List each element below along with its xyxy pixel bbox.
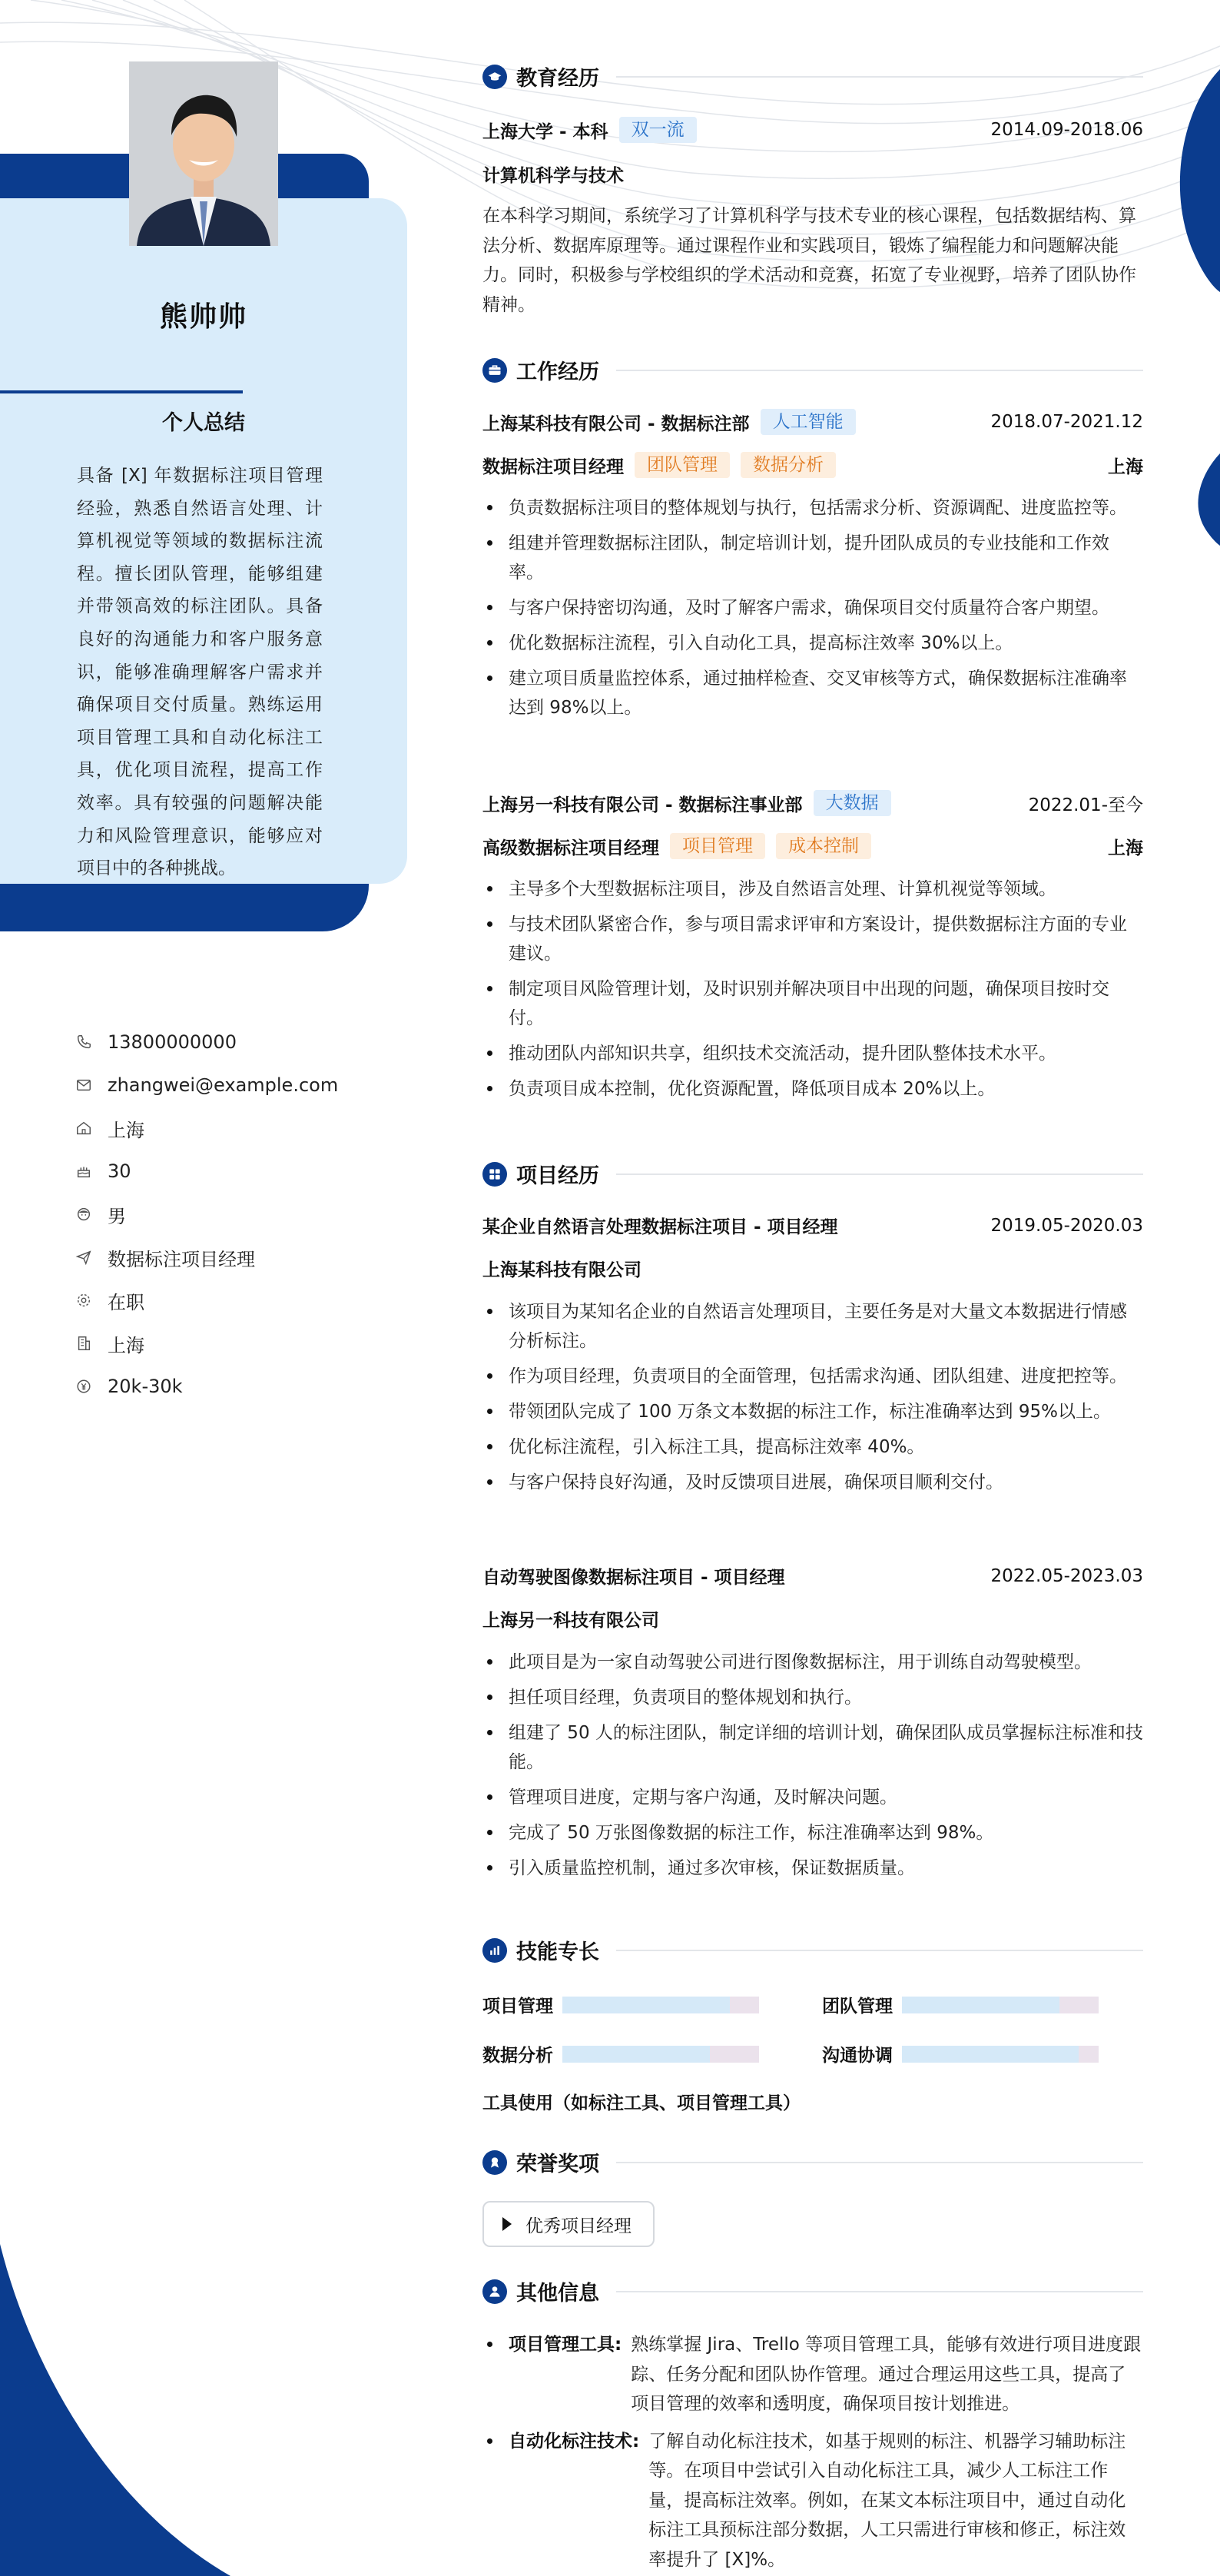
chart-icon <box>482 1938 507 1963</box>
salary-icon <box>75 1378 92 1395</box>
skill-bar-fill <box>902 1997 1059 2013</box>
company-name: 上海另一科技有限公司 - 数据标注事业部 <box>482 795 803 815</box>
section-other-header <box>482 2276 1143 2306</box>
contact-value: 男 <box>108 1205 126 1227</box>
list-item: 优化标注流程，引入标注工具，提高标注效率 40%。 <box>482 1432 1143 1462</box>
section-divider <box>616 2162 1143 2163</box>
contact-home <box>75 1107 398 1150</box>
skill-tag: 成本控制 <box>776 833 871 859</box>
project-date: 2019.05-2020.03 <box>990 1215 1143 1236</box>
school-tag: 双一流 <box>619 117 697 143</box>
skill-item <box>822 2041 1099 2066</box>
age-icon <box>75 1163 92 1180</box>
list-item: 与客户保持密切沟通，及时了解客户需求，确保项目交付质量符合客户期望。 <box>482 593 1143 622</box>
other-info-list <box>482 2330 1143 2576</box>
contact-value: 20k-30k <box>108 1376 183 1397</box>
project-company-row <box>482 1606 1143 1632</box>
person-name: 熊帅帅 <box>159 301 247 333</box>
list-item: 组建了 50 人的标注团队，制定详细的培训计划，确保团队成员掌握标注标准和技能。 <box>482 1718 1143 1777</box>
list-item: 主导多个大型数据标注项目，涉及自然语言处理、计算机视觉等领域。 <box>482 875 1143 904</box>
project-company: 上海另一科技有限公司 <box>482 1611 659 1631</box>
project-header-row <box>482 1213 1143 1238</box>
contact-status <box>75 1279 398 1322</box>
list-item: 作为项目经理，负责项目的全面管理，包括需求沟通、团队组建、进度把控等。 <box>482 1362 1143 1391</box>
section-divider <box>616 1173 1143 1175</box>
status-icon <box>75 1292 92 1309</box>
contact-value: 30 <box>108 1160 131 1182</box>
skill-tag: 数据分析 <box>741 452 836 478</box>
skill-bar-fill <box>902 2046 1079 2063</box>
award-name: 优秀项目经理 <box>525 2216 632 2236</box>
contact-phone <box>75 1021 398 1064</box>
list-item: 该项目为某知名企业的自然语言处理项目，主要任务是对大量文本数据进行情感分析标注。 <box>482 1297 1143 1356</box>
award-badge <box>482 2201 655 2247</box>
building-icon <box>75 1335 92 1352</box>
job-date: 2022.01-至今 <box>1028 795 1143 815</box>
play-triangle-icon <box>502 2217 512 2231</box>
project-bullet-list <box>482 1297 1143 1503</box>
section-title: 荣誉奖项 <box>516 2153 599 2176</box>
skill-item <box>822 1992 1099 2017</box>
project-name: 自动驾驶图像数据标注项目 - 项目经理 <box>482 1568 785 1588</box>
section-title: 工作经历 <box>516 360 599 384</box>
education-description: 在本科学习期间，系统学习了计算机科学与技术专业的核心课程，包括数据结构、算法分析、数据库原理等。通过课程作业和实践项目，锻炼了编程能力和问题解决能力。同时，积极参与学校组织的学术活动和竞赛，拓宽了专业视野，培养了团队协作精神。 <box>482 206 1136 315</box>
skill-item <box>482 2041 759 2066</box>
graduation-cap-icon <box>482 65 507 89</box>
home-icon <box>75 1120 92 1137</box>
contact-value: 数据标注项目经理 <box>108 1248 255 1270</box>
contact-value: 13800000000 <box>108 1031 237 1053</box>
other-text: 熟练掌握 Jira、Trello 等项目管理工具，能够有效进行项目进度跟踪、任务分配和团队协作管理。通过合理运用这些工具，提高了项目管理的效率和透明度，确保项目按计划推进。 <box>631 2335 1142 2414</box>
list-item: 完成了 50 万张图像数据的标注工作，标注准确率达到 98%。 <box>482 1818 1143 1847</box>
section-title: 教育经历 <box>516 67 599 91</box>
contact-email <box>75 1064 398 1107</box>
other-text: 了解自动化标注技术，如基于规则的标注、机器学习辅助标注等。在项目中尝试引入自动化标注工具，减少人工标注工作量，提高标注效率。例如，在某文本标注项目中，通过自动化标注工具预标注部分数据，人工只需进行审核和修正，标注效率提升了 [X]%。 <box>648 2431 1126 2570</box>
list-item: 负责项目成本控制，优化资源配置，降低项目成本 20%以上。 <box>482 1074 1143 1104</box>
section-title: 其他信息 <box>516 2282 599 2305</box>
job-city: 上海 <box>1108 838 1143 858</box>
avatar <box>129 61 278 246</box>
other-label: 自动化标注技术: <box>509 2431 640 2452</box>
contact-value: 上海 <box>108 1119 144 1141</box>
summary-text: 具备 [X] 年数据标注项目管理经验，熟悉自然语言处理、计算机视觉等领域的数据标注流程。擅长团队管理，能够组建并带领高效的标注团队。具备良好的沟通能力和客户服务意识，能够准确理解客户需求并确保项目交付质量。熟练运用项目管理工具和自动化标注工具，优化项目流程，提高工作效率。具有较强的问题解决能力和风险管理意识，能够应对项目中的各种挑战。 <box>77 466 323 879</box>
skill-name: 项目管理 <box>482 1997 553 2017</box>
project-company: 上海某科技有限公司 <box>482 1260 641 1280</box>
skill-tag: 项目管理 <box>670 833 765 859</box>
skill-name: 沟通协调 <box>822 2046 893 2066</box>
list-item: 组建并管理数据标注团队，制定培训计划，提升团队成员的专业技能和工作效率。 <box>482 529 1143 587</box>
summary-title: 个人总结 <box>162 411 245 435</box>
list-item: 制定项目风险管理计划，及时识别并解决项目中出现的问题，确保项目按时交付。 <box>482 974 1143 1033</box>
skill-bar <box>562 2046 759 2063</box>
job-bullet-list <box>482 493 1143 729</box>
list-item: 管理项目进度，定期与客户沟通，及时解决问题。 <box>482 1783 1143 1812</box>
education-header-row <box>482 117 1143 143</box>
job-date: 2018.07-2021.12 <box>990 412 1143 432</box>
skill-bar-fill <box>562 2046 710 2063</box>
skill-bar <box>902 2046 1099 2063</box>
job-role: 数据标注项目经理 <box>482 456 624 477</box>
award-icon <box>482 2150 507 2175</box>
skill-name: 数据分析 <box>482 2046 553 2066</box>
gender-icon <box>75 1206 92 1223</box>
other-label: 项目管理工具: <box>509 2335 622 2355</box>
list-item: 推动团队内部知识共享，组织技术交流活动，提升团队整体技术水平。 <box>482 1039 1143 1068</box>
skill-tag: 团队管理 <box>635 452 730 478</box>
skill-name: 团队管理 <box>822 1997 893 2017</box>
list-item: 与技术团队紧密合作，参与项目需求评审和方案设计，提供数据标注方面的专业建议。 <box>482 910 1143 968</box>
job-header-row <box>482 409 1143 435</box>
job-bullet-list <box>482 875 1143 1110</box>
section-skills-header <box>482 1935 1143 1965</box>
section-divider <box>616 76 1143 78</box>
section-divider <box>616 2291 1143 2292</box>
list-item: 此项目是为一家自动驾驶公司进行图像数据标注，用于训练自动驾驶模型。 <box>482 1648 1143 1677</box>
send-icon <box>75 1249 92 1266</box>
contact-value: zhangwei@example.com <box>108 1074 339 1096</box>
project-name: 某企业自然语言处理数据标注项目 - 项目经理 <box>482 1217 838 1237</box>
section-divider <box>616 1950 1143 1951</box>
contact-list <box>75 1021 398 1408</box>
industry-tag: 大数据 <box>814 790 891 816</box>
section-awards-header <box>482 2147 1143 2177</box>
project-date: 2022.05-2023.03 <box>990 1565 1143 1586</box>
mail-icon <box>75 1077 92 1094</box>
list-item: 引入质量监控机制，通过多次审核，保证数据质量。 <box>482 1854 1143 1883</box>
skill-bar <box>562 1997 759 2013</box>
section-education-header <box>482 61 1143 91</box>
company-name: 上海某科技有限公司 - 数据标注部 <box>482 413 750 434</box>
major-row <box>482 161 1143 187</box>
section-divider <box>616 370 1143 371</box>
list-item: 担任项目经理，负责项目的整体规划和执行。 <box>482 1683 1143 1712</box>
contact-city <box>75 1322 398 1365</box>
summary-divider <box>0 390 243 393</box>
list-item: 负责数据标注项目的整体规划与执行，包括需求分析、资源调配、进度监控等。 <box>482 493 1143 523</box>
project-bullet-list <box>482 1648 1143 1889</box>
list-item: 与客户保持良好沟通，及时反馈项目进展，确保项目顺利交付。 <box>482 1468 1143 1497</box>
briefcase-icon <box>482 358 507 383</box>
section-projects-header <box>482 1159 1143 1189</box>
contact-gender <box>75 1193 398 1236</box>
job-role-row <box>482 833 1143 859</box>
section-title: 技能专长 <box>516 1940 599 1964</box>
list-item: 建立项目质量监控体系，通过抽样检查、交叉审核等方式，确保数据标注准确率达到 98%以上。 <box>482 664 1143 722</box>
skill-item <box>482 1992 759 2017</box>
project-header-row <box>482 1563 1143 1588</box>
section-work-header <box>482 355 1143 385</box>
job-header-row <box>482 790 1143 816</box>
industry-tag: 人工智能 <box>761 409 856 435</box>
contact-age <box>75 1150 398 1193</box>
person-icon <box>482 2279 507 2304</box>
contact-value: 上海 <box>108 1334 144 1356</box>
skill-bar-fill <box>562 1997 730 2013</box>
list-item <box>482 2427 1143 2575</box>
contact-position <box>75 1236 398 1279</box>
project-company-row <box>482 1256 1143 1281</box>
skill-bar <box>902 1997 1099 2013</box>
grid-icon <box>482 1162 507 1187</box>
contact-value: 在职 <box>108 1291 144 1313</box>
education-date: 2014.09-2018.06 <box>990 120 1143 140</box>
skills-tools: 工具使用（如标注工具、项目管理工具） <box>482 2093 801 2113</box>
section-title: 项目经历 <box>516 1164 599 1188</box>
list-item: 优化数据标注流程，引入自动化工具，提高标注效率 30%以上。 <box>482 629 1143 658</box>
list-item: 带领团队完成了 100 万条文本数据的标注工作，标注准确率达到 95%以上。 <box>482 1397 1143 1426</box>
phone-icon <box>75 1034 92 1051</box>
list-item <box>482 2330 1143 2419</box>
skills-tools-row <box>482 2089 1143 2114</box>
job-role-row <box>482 452 1143 478</box>
job-city: 上海 <box>1108 456 1143 477</box>
major-name: 计算机科学与技术 <box>482 166 624 186</box>
school-name: 上海大学 - 本科 <box>482 121 608 142</box>
job-role: 高级数据标注项目经理 <box>482 838 659 858</box>
contact-salary <box>75 1365 398 1408</box>
